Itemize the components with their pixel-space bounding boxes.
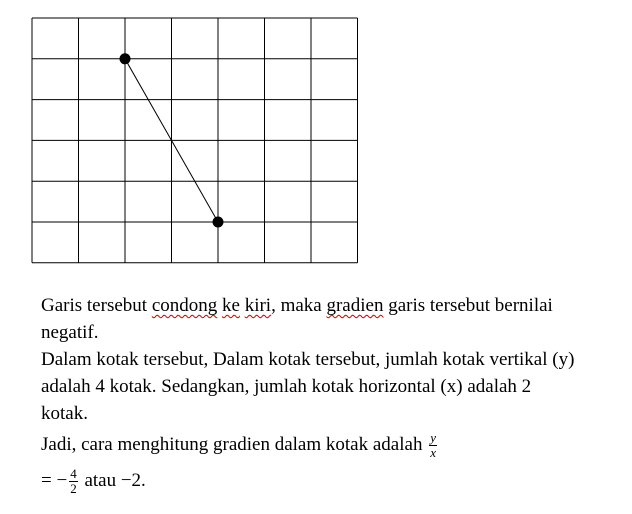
paragraph-3 (41, 431, 439, 460)
text-run: garis tersebut bernilai (383, 295, 553, 316)
spellcheck-word-kiri: kiri (244, 295, 272, 316)
text-run: = − (41, 470, 68, 491)
spellcheck-word-condong: condong (151, 295, 218, 316)
paragraph-1-line-2: negatif. (41, 322, 99, 343)
grid-lines (32, 18, 358, 263)
paragraph-2-line-3: kotak. (41, 403, 88, 424)
text-run: , maka (271, 295, 327, 316)
fraction-4-over-2 (69, 467, 78, 496)
paragraph-4 (41, 467, 146, 496)
spellcheck-word-ke: ke (222, 295, 240, 316)
text-run: atau −2. (79, 470, 146, 491)
fraction-denominator: x (430, 445, 436, 461)
text-run: Jadi, cara menghitung gradien dalam kotak adalah (41, 434, 428, 455)
paragraph-2-line-2: adalah 4 kotak. Sedangkan, jumlah kotak horizontal (x) adalah 2 (41, 376, 532, 397)
fraction-numerator: y (430, 430, 436, 446)
text-run: Garis tersebut (41, 295, 152, 316)
start-point (120, 53, 131, 64)
paragraph-2-line-1: Dalam kotak tersebut, Dalam kotak tersebut, jumlah kotak vertikal (y) (41, 349, 575, 370)
fraction-numerator: 4 (70, 466, 77, 482)
paragraph-1-line-1 (41, 292, 553, 319)
end-point (213, 217, 224, 228)
fraction-y-over-x (429, 431, 437, 460)
spellcheck-word-gradien: gradien (326, 295, 384, 316)
fraction-denominator: 2 (70, 481, 77, 497)
